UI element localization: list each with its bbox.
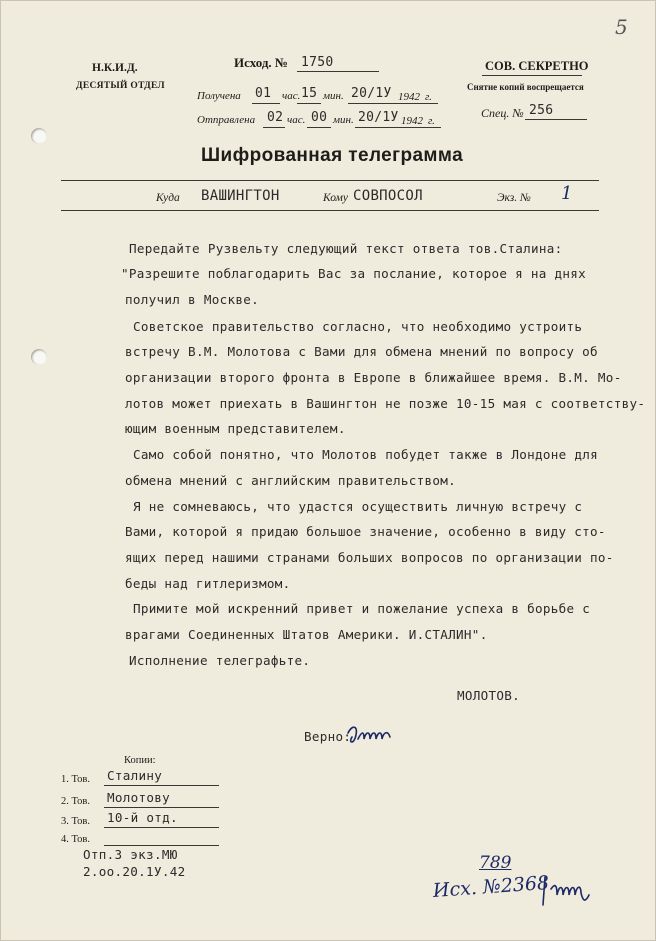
sent-hours: 02 [267, 110, 284, 125]
classification: СОВ. СЕКРЕТНО [485, 59, 589, 73]
body-line: Исполнение телеграфьте. [129, 653, 311, 668]
sent-date: 20/1У [358, 110, 399, 125]
received-hours: 01 [255, 86, 272, 101]
sent-minute-label: мин. [333, 114, 354, 126]
outgoing-underline [297, 71, 379, 72]
copy-entry-value: Сталину [107, 768, 163, 783]
sent-year: 1942 [401, 115, 423, 127]
to-label: Куда [156, 192, 180, 204]
received-minute-label: мин. [323, 90, 344, 102]
body-line: Вами, которой я придаю большое значение, особенно в виду сто- [125, 524, 606, 539]
spec-label: Спец. № [481, 106, 524, 120]
sent-hour-label: час. [287, 114, 306, 126]
copy-entry-value: 10-й отд. [107, 810, 178, 825]
received-minutes: 15 [301, 86, 318, 101]
whom-label: Кому [323, 192, 348, 204]
body-line: врагами Соединенных Штатов Америки. И.СТАЛИН". [125, 627, 488, 642]
spec-underline [525, 119, 587, 120]
handwritten-outgoing-ref: Исх. №2368 [432, 871, 550, 902]
sent-minutes: 00 [311, 110, 328, 125]
outgoing-number: 1750 [301, 55, 334, 70]
sent-label: Отправлена [197, 114, 256, 126]
received-minutes-line [297, 103, 321, 104]
outgoing-label: Исход. № [234, 55, 288, 70]
received-date-line [348, 103, 438, 104]
binder-hole-bottom [31, 349, 47, 365]
whom-value: СОВПОСОЛ [353, 188, 423, 204]
verifier-signature-icon [344, 719, 400, 751]
body-line: обмена мнений с английским правительством. [125, 473, 457, 488]
department-name: ДЕСЯТЫЙ ОТДЕЛ [76, 81, 165, 91]
copy-entry-line [104, 845, 219, 846]
copies-title: Копии: [124, 755, 156, 766]
copy-notice: Снятие копий воспрещается [467, 82, 584, 92]
body-line: Само собой понятно, что Молотов побудет также в Лондоне для [133, 447, 599, 462]
body-line: Я не сомневаюсь, что удастся осуществить личную встречу с [133, 499, 583, 514]
received-hours-line [252, 103, 280, 104]
body-line: Советское правительство согласно, что необходимо устроить [133, 319, 583, 334]
received-year: 1942 [398, 91, 420, 103]
body-line: Передайте Рузвельту следующий текст ответа тов.Сталина: [129, 241, 563, 256]
sent-date-line [355, 127, 441, 128]
body-line: организации второго фронта в Европе в ближайшее время. В.М. Мо- [125, 370, 622, 385]
page-number: 5 [615, 15, 628, 39]
sent-hours-line [263, 127, 285, 128]
copy-entry-number: 3. Тов. [61, 816, 90, 827]
received-date: 20/1У [351, 86, 392, 101]
dispatch-note-line1: Отп.3 экз.МЮ [83, 847, 178, 862]
sender-signature: МОЛОТОВ. [457, 688, 521, 703]
handwritten-initials-icon [541, 875, 601, 909]
document-title: Шифрованная телеграмма [201, 145, 464, 166]
copy-entry-number: 1. Тов. [61, 774, 90, 785]
body-line: лотов может приехать в Вашингтон не позже 10-15 мая с соответству- [125, 396, 646, 411]
copy-number-label: Экз. № [497, 192, 531, 204]
received-year-suffix: г. [425, 91, 432, 103]
to-value: ВАШИНГТОН [201, 188, 280, 204]
body-line: "Разрешите поблагодарить Вас за послание, которое я на днях [121, 266, 587, 281]
received-hour-label: час. [282, 90, 301, 102]
sent-year-suffix: г. [428, 115, 435, 127]
body-line: ящих перед нашими странами больших вопросов по организации по- [125, 550, 614, 565]
copy-number-value: 1 [561, 183, 573, 204]
copy-entry-line [104, 807, 219, 808]
dispatch-note-line2: 2.оо.20.1У.42 [83, 864, 186, 879]
spec-number: 256 [529, 103, 554, 118]
body-line: встречу В.М. Молотова с Вами для обмена мнений по вопросу об [125, 344, 598, 359]
org-name: Н.К.И.Д. [92, 62, 138, 74]
address-top-rule [61, 180, 599, 181]
handwritten-number: 789 [479, 853, 512, 873]
verified-label: Верно: [304, 729, 352, 744]
body-line: получил в Москве. [125, 292, 259, 307]
body-line: ющим военным представителем. [125, 421, 346, 436]
copy-entry-number: 2. Тов. [61, 796, 90, 807]
copy-entry-line [104, 827, 219, 828]
address-bottom-rule [61, 210, 599, 211]
sent-minutes-line [307, 127, 331, 128]
copy-entry-value: Молотову [107, 790, 171, 805]
classification-underline [482, 75, 582, 76]
binder-hole-top [31, 128, 47, 144]
copy-entry-number: 4. Тов. [61, 834, 90, 845]
body-line: Примите мой искренний привет и пожелание успеха в борьбе с [133, 601, 591, 616]
received-label: Получена [197, 90, 241, 102]
body-line: беды над гитлеризмом. [125, 576, 291, 591]
copy-entry-line [104, 785, 219, 786]
